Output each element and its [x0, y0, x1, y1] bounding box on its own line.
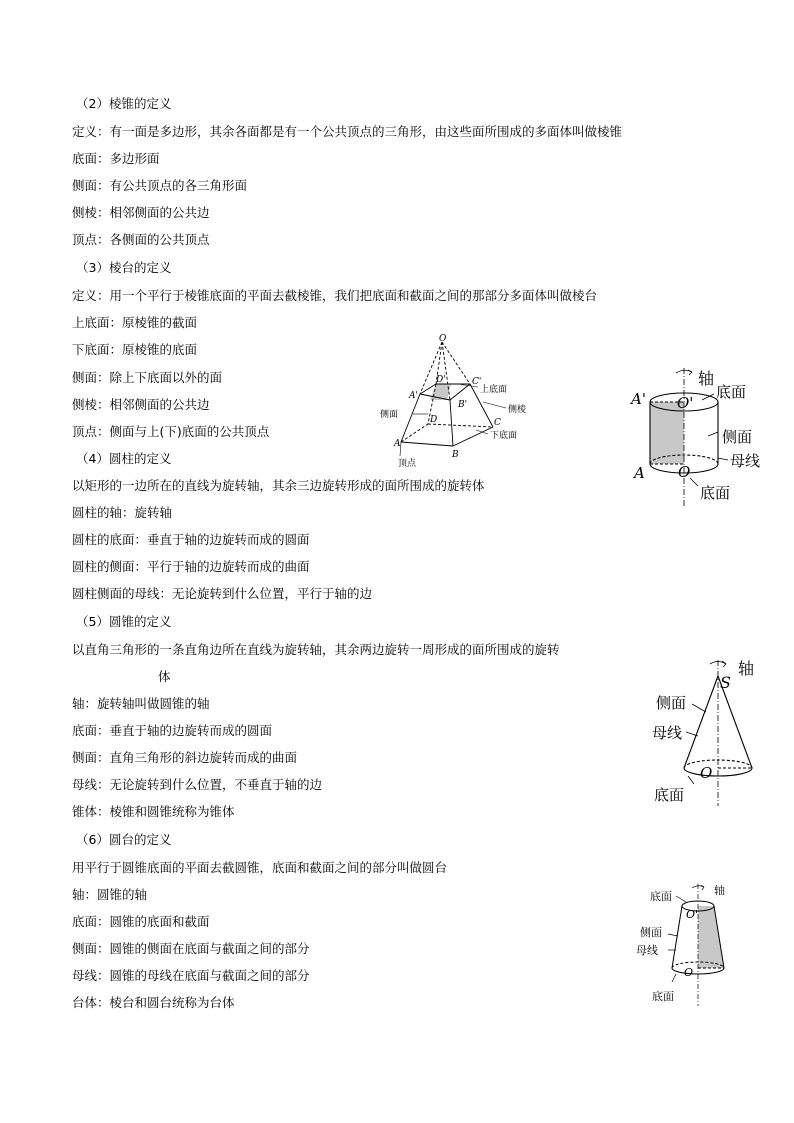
- cone-label-side: 侧面: [656, 694, 687, 712]
- heading-pyramid: （2）棱锥的定义: [76, 96, 172, 111]
- heading-cylinder: （4）圆柱的定义: [76, 451, 172, 466]
- frustum-label-d: D: [430, 415, 438, 425]
- frustum-label-a: A: [394, 439, 401, 449]
- frustum-lateral-edge: 侧棱：相邻侧面的公共边: [72, 397, 210, 412]
- cylinder-definition: 以矩形的一边所在的直线为旋转轴，其余三边旋转形成的面所围成的旋转体: [72, 478, 485, 493]
- cone-base: 底面：垂直于轴的边旋转而成的圆面: [72, 723, 273, 738]
- frustum-label-a1: A': [409, 391, 418, 401]
- cylinder-base: 圆柱的底面：垂直于轴的边旋转而成的圆面: [72, 532, 310, 547]
- frustum-figure: [368, 332, 538, 472]
- frustum-label-c: C: [494, 418, 501, 428]
- frustum-vertex: 顶点：侧面与上(下)底面的公共顶点: [72, 424, 270, 439]
- cone-label-bottom: 底面: [654, 786, 685, 804]
- frustum-top-base: 上底面：原棱锥的截面: [72, 315, 198, 330]
- frustum-cone-label-top: 底面: [650, 890, 672, 903]
- frustum-label-c1: C': [472, 377, 482, 387]
- cylinder-label-top: 底面: [716, 383, 747, 401]
- pyramid-vertex: 顶点：各侧面的公共顶点: [72, 232, 210, 247]
- cylinder-side: 圆柱的侧面：平行于轴的边旋转而成的曲面: [72, 559, 310, 574]
- frustum-label-bottom: 下底面: [490, 431, 518, 441]
- frustum-lateral-face: 侧面：除上下底面以外的面: [72, 370, 223, 385]
- cylinder-label-a: A: [634, 464, 645, 482]
- cone-axis: 轴：旋转轴叫做圆锥的轴: [72, 696, 210, 711]
- cylinder-label-o1: O': [677, 394, 694, 412]
- cylinder-label-axis: 轴: [698, 369, 715, 388]
- frustum-cone-label-side: 侧面: [640, 926, 662, 939]
- cylinder-figure: [628, 360, 778, 510]
- frustum-cone-definition: 用平行于圆锥底面的平面去截圆锥，底面和截面之间的部分叫做圆台: [72, 860, 448, 875]
- cone-generatrix: 母线：无论旋转到什么位置，不垂直于轴的边: [72, 777, 323, 792]
- frustum-definition: 定义：用一个平行于棱锥底面的平面去截棱锥，我们把底面和截面之间的那部分多面体叫做棱台: [72, 288, 598, 303]
- frustum-cone-generatrix: 母线：圆锥的母线在底面与截面之间的部分: [72, 968, 310, 983]
- frustum-cone-side: 侧面：圆锥的侧面在底面与截面之间的部分: [72, 941, 310, 956]
- pyramid-lateral-edge: 侧棱：相邻侧面的公共边: [72, 205, 210, 220]
- heading-frustum: （3）棱台的定义: [76, 260, 172, 275]
- cylinder-label-side: 侧面: [722, 428, 753, 446]
- frustum-label-lateral-edge: 侧棱: [508, 405, 527, 415]
- cylinder-generatrix: 圆柱侧面的母线：无论旋转到什么位置，平行于轴的边: [72, 586, 373, 601]
- heading-cone: （5）圆锥的定义: [76, 614, 172, 629]
- cone-label-generatrix: 母线: [652, 724, 683, 742]
- frustum-cone-label-generatrix: 母线: [636, 944, 658, 957]
- cylinder-label-bottom: 底面: [700, 484, 731, 502]
- cone-side: 侧面：直角三角形的斜边旋转而成的曲面: [72, 750, 298, 765]
- frustum-cone-label-bottom: 底面: [652, 990, 674, 1003]
- frustum-label-top: 上底面: [480, 385, 508, 395]
- frustum-cone-axis: 轴：圆锥的轴: [72, 887, 148, 902]
- frustum-cone-label-o1: O': [686, 908, 699, 921]
- heading-frustum-cone: （6）圆台的定义: [76, 832, 172, 847]
- cone-definition: 以直角三角形的一条直角边所在直线为旋转轴，其余两边旋转一周形成的面所围成的旋转: [72, 642, 560, 657]
- frustum-cone-figure: [632, 878, 742, 1010]
- cone-figure: [640, 652, 790, 810]
- frustum-cone-label-axis: 轴: [714, 884, 725, 897]
- cone-label-s: S: [720, 673, 731, 692]
- cone-label-axis: 轴: [738, 659, 755, 678]
- pyramid-lateral-face: 侧面：有公共顶点的各三角形面: [72, 178, 248, 193]
- cylinder-label-a1: A': [631, 390, 646, 408]
- frustum-cone-base: 底面：圆锥的底面和截面: [72, 914, 210, 929]
- frustum-label-b1: B': [458, 400, 468, 410]
- pyramid-definition: 定义：有一面是多边形，其余各面都是有一个公共顶点的三角形，由这些面所围成的多面体叫做棱锥: [72, 124, 623, 139]
- cylinder-label-o: O: [678, 463, 691, 481]
- cylinder-label-generatrix: 母线: [730, 452, 761, 470]
- pyramid-base: 底面：多边形面: [72, 151, 160, 166]
- frustum-label-o: O: [439, 334, 447, 344]
- frustum-label-lateral-face: 侧面: [380, 410, 399, 420]
- frustum-cone-solid: 台体：棱台和圆台统称为台体: [72, 995, 235, 1010]
- cone-label-o: O: [700, 764, 713, 782]
- cylinder-axis: 圆柱的轴：旋转轴: [72, 505, 173, 520]
- frustum-label-b: B: [452, 450, 459, 460]
- frustum-label-vertex: 顶点: [398, 459, 417, 469]
- cone-solid: 锥体：棱锥和圆锥统称为锥体: [72, 804, 235, 819]
- cone-definition-cont: 体: [158, 669, 171, 684]
- frustum-cone-label-o: O: [684, 966, 694, 979]
- frustum-label-d1: D': [436, 375, 446, 385]
- frustum-bottom-base: 下底面：原棱锥的底面: [72, 342, 198, 357]
